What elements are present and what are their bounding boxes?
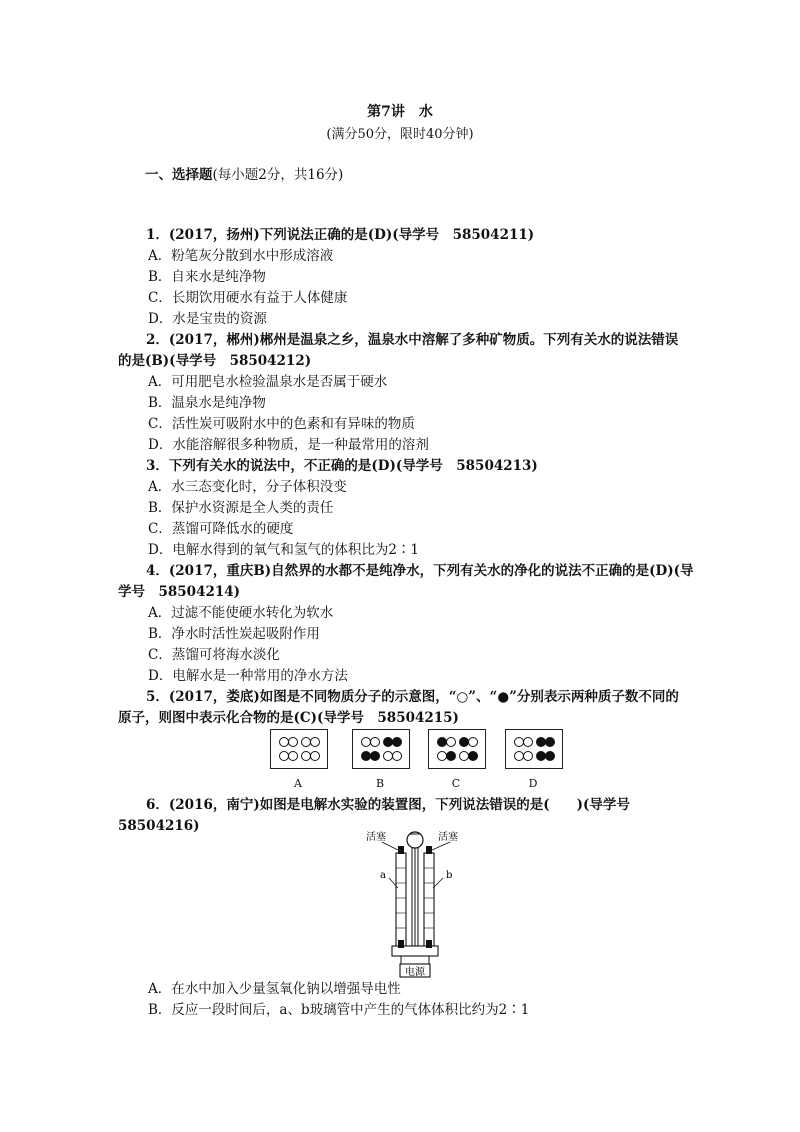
question-2-option-b: B．温泉水是纯净物	[148, 395, 266, 411]
open-atom-icon	[288, 751, 298, 761]
question-4-option-d: D．电解水是一种常用的净水方法	[148, 668, 348, 684]
filled-atom-icon	[370, 751, 380, 761]
question-1-option-b: B．自来水是纯净物	[148, 269, 266, 285]
question-6-option-a: A．在水中加入少量氢氧化钠以增强导电性	[148, 981, 401, 997]
question-2-stem-line2: 的是(B)(导学号 58504212)	[118, 353, 312, 369]
question-4-option-a: A．过滤不能使硬水转化为软水	[148, 605, 334, 621]
open-atom-icon	[288, 737, 298, 747]
question-2-option-a: A．可用肥皂水检验温泉水是否属于硬水	[148, 374, 388, 390]
question-2-option-c: C．活性炭可吸附水中的色素和有异味的物质	[148, 416, 415, 432]
question-2-stem-line1: 2．(2017，郴州)郴州是温泉之乡，温泉水中溶解了多种矿物质。下列有关水的说法错误	[146, 332, 679, 348]
filled-atom-icon	[545, 751, 555, 761]
section-note: (每小题2分，共16分)	[212, 167, 344, 183]
question-3-option-b: B．保护水资源是全人类的责任	[148, 500, 334, 516]
question-5-stem-line1: 5．(2017，娄底)如图是不同物质分子的示意图，“○”、“●”分别表示两种质子数不同的	[146, 689, 679, 705]
right-valve-label: 活塞	[438, 832, 458, 843]
molecule-box-a	[270, 729, 328, 769]
question-4-option-c: C．蒸馏可将海水淡化	[148, 647, 280, 663]
open-atom-icon	[310, 751, 320, 761]
question-1-option-c: C．长期饮用硬水有益于人体健康	[148, 290, 348, 306]
page-subtitle: (满分50分，限时40分钟)	[326, 127, 474, 142]
open-atom-icon	[523, 737, 533, 747]
tube-b	[424, 846, 434, 953]
section-title: 一、选择题	[145, 167, 213, 183]
section-heading	[145, 163, 343, 183]
filled-atom-icon	[446, 751, 456, 761]
question-6-stem-line2: 58504216)	[118, 818, 200, 834]
figure-label-d: D	[528, 777, 538, 790]
filled-atom-icon	[392, 737, 402, 747]
open-atom-icon	[468, 737, 478, 747]
open-atom-icon	[310, 737, 320, 747]
tube-b-label: b	[446, 870, 453, 881]
tube-a-label: a	[380, 870, 386, 881]
question-3-option-a: A．水三态变化时，分子体积没变	[148, 479, 347, 495]
molecule-box-d	[505, 729, 563, 769]
open-atom-icon	[370, 737, 380, 747]
reservoir-bulb	[407, 832, 423, 956]
question-3-stem: 3．下列有关水的说法中，不正确的是(D)(导学号 58504213)	[146, 458, 538, 474]
molecule-box-c	[428, 729, 486, 769]
left-valve-label: 活塞	[366, 832, 386, 843]
question-3-option-c: C．蒸馏可降低水的硬度	[148, 521, 294, 537]
question-6-stem-line1: 6．(2016，南宁)如图是电解水实验的装置图，下列说法错误的是( )(导学号	[146, 797, 630, 813]
figure-label-a: A	[294, 777, 302, 790]
figure-label-c: C	[451, 777, 461, 790]
tube-a	[396, 846, 406, 953]
electrolysis-apparatus-diagram	[362, 828, 472, 980]
left-valve-pointer	[382, 842, 398, 850]
question-1-option-d: D．水是宝贵的资源	[148, 311, 267, 327]
filled-atom-icon	[545, 737, 555, 747]
question-4-stem-line2: 学号 58504214)	[118, 584, 241, 600]
right-valve-pointer	[432, 842, 450, 850]
question-4-stem-line1: 4．(2017，重庆B)自然界的水都不是纯净水，下列有关水的净化的说法不正确的是(D)(导	[146, 563, 694, 579]
open-atom-icon	[523, 751, 533, 761]
question-3-option-d: D．电解水得到的氧气和氢气的体积比为2∶1	[148, 542, 420, 558]
page-title: 第7讲 水	[367, 104, 433, 120]
question-2-option-d: D．水能溶解很多种物质，是一种最常用的溶剂	[148, 437, 429, 453]
question-6-option-b: B．反应一段时间后，a、b玻璃管中产生的气体体积比约为2∶1	[148, 1002, 530, 1018]
figure-label-b: B	[375, 777, 385, 790]
open-atom-icon	[446, 737, 456, 747]
filled-atom-icon	[468, 751, 478, 761]
question-1-stem: 1．(2017，扬州)下列说法正确的是(D)(导学号 58504211)	[146, 227, 535, 243]
question-1-option-a: A．粉笔灰分散到水中形成溶液	[148, 248, 334, 264]
molecule-box-b	[352, 729, 410, 769]
power-supply-label: 电源	[405, 967, 425, 978]
open-atom-icon	[392, 751, 402, 761]
question-4-option-b: B．净水时活性炭起吸附作用	[148, 626, 320, 642]
question-5-stem-line2: 原子，则图中表示化合物的是(C)(导学号 58504215)	[118, 710, 459, 726]
